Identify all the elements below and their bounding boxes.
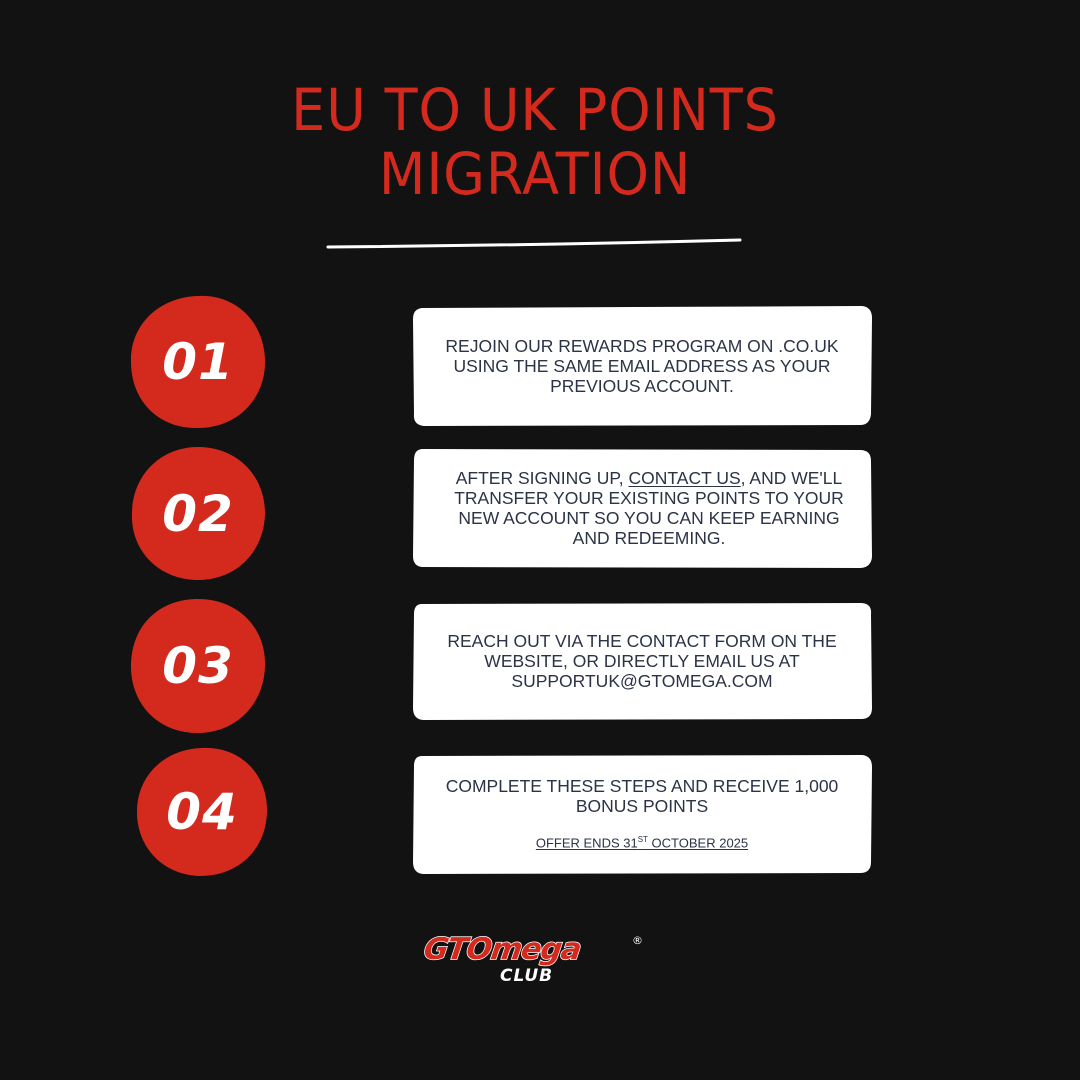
step-description-03: REACH OUT VIA THE CONTACT FORM ON THE WEBSITE, OR DIRECTLY EMAIL US AT SUPPORTUK@GTOMEGA.COM: [447, 631, 837, 691]
step-description-01: REJOIN OUR REWARDS PROGRAM ON .CO.UK USING THE SAME EMAIL ADDRESS AS YOUR PREVIOUS ACCOUNT.: [445, 336, 839, 396]
logo-club-text: CLUB: [500, 966, 554, 986]
title-line-2: MIGRATION: [378, 140, 692, 208]
step-badge-02: [128, 444, 268, 584]
step-text-02-after: , AND WE'LL TRANSFER YOUR EXISTING POINTS TO YOUR NEW ACCOUNT SO YOU CAN KEEP EARNING AND REDEEMING.: [454, 468, 844, 548]
step-card-04: [410, 752, 874, 876]
step-text-01: [410, 304, 874, 428]
offer-suffix: OCTOBER 2025: [647, 835, 749, 851]
step-text-04: [410, 752, 874, 876]
logo-brand: GTOmega: [421, 932, 583, 967]
step-description-02: [454, 468, 844, 548]
step-text-02: [410, 446, 874, 570]
step-card-01: [410, 304, 874, 428]
step-badge-04: [132, 742, 272, 882]
gt-omega-club-logo: [420, 928, 660, 998]
step-number-01: 01: [162, 333, 234, 391]
step-number-02: 02: [162, 485, 234, 543]
offer-prefix: OFFER ENDS 31: [535, 835, 638, 851]
step-badge-03: [128, 596, 268, 736]
offer-superscript: ST: [637, 835, 648, 844]
step-badge-01: [128, 292, 268, 432]
step-card-02: [410, 446, 874, 570]
title-underline: [326, 237, 742, 251]
contact-us-link[interactable]: CONTACT US: [628, 468, 741, 488]
offer-end-note: [536, 832, 748, 851]
page-title: [37, 78, 1032, 206]
step-number-03: 03: [162, 637, 234, 695]
step-card-03: [410, 600, 874, 722]
logo-registered-mark: ®: [632, 934, 643, 947]
title-line-1: EU TO UK POINTS: [291, 76, 779, 144]
step-description-04: COMPLETE THESE STEPS AND RECEIVE 1,000 BONUS POINTS: [445, 776, 839, 816]
step-text-03: [410, 600, 874, 722]
step-text-02-before: AFTER SIGNING UP,: [455, 468, 629, 488]
step-number-04: 04: [166, 783, 238, 841]
